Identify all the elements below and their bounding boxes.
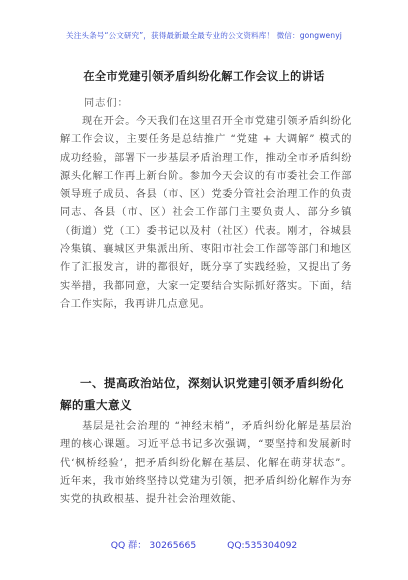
paragraph-opening: 现在开会。今天我们在这里召开全市党建引领矛盾纠纷化解工作会议，主要任务是总结推广 “党建 + 大调解” 模式的成功经验，部署下一步基层矛盾治理工作，推动全市矛盾纠纷源头化解工作再上新台阶。参加今天会议的有市委社会工作部领导班子成员、各县（市、区）党委分管社会治理工作的负责同志、各县（市、区）社会工作部门主要负责人、部分乡镇（街道）党（工）委书记以及村（社区）代表。刚才，谷城县冷集镇、襄城区尹集派出所、枣阳市社会工作部等部门和地区作了汇报发言，讲的都很好，既分享了实践经验，又提出了务实举措，我都同意，大家一定要结合实际抓好落实。下面，结合工作实际，我再讲几点意见。 xyxy=(60,116,352,310)
footer-qq: QQ:535304092 xyxy=(227,540,298,551)
document-title: 在全市党建引领矛盾纠纷化解工作会议上的讲话 xyxy=(83,70,325,83)
footer-qq-group: QQ 群： 30265665 xyxy=(110,540,197,551)
salutation: 同志们： xyxy=(84,98,129,109)
footer-contact xyxy=(0,537,408,551)
paragraph-section-1: 基层是社会治理的 “神经末梢”，矛盾纠纷化解是基层治理的核心课题。习近平总书记多次强调，“要坚持和发展新时代‘枫桥经验’，把矛盾纠纷化解在基层、化解在萌芽状态”。近年来，我市始终坚持以党建为引领，把矛盾纠纷化解作为夯实党的执政根基、提升社会治理效能、 xyxy=(60,421,352,506)
section-heading-1: 一、提高政治站位，深刻认识党建引领矛盾纠纷化解的重大意义 xyxy=(60,376,344,412)
header-note: 关注头条号“公文研究”，获得最新最全最专业的公文资料库！ 微信：gongwenyj xyxy=(66,31,342,40)
